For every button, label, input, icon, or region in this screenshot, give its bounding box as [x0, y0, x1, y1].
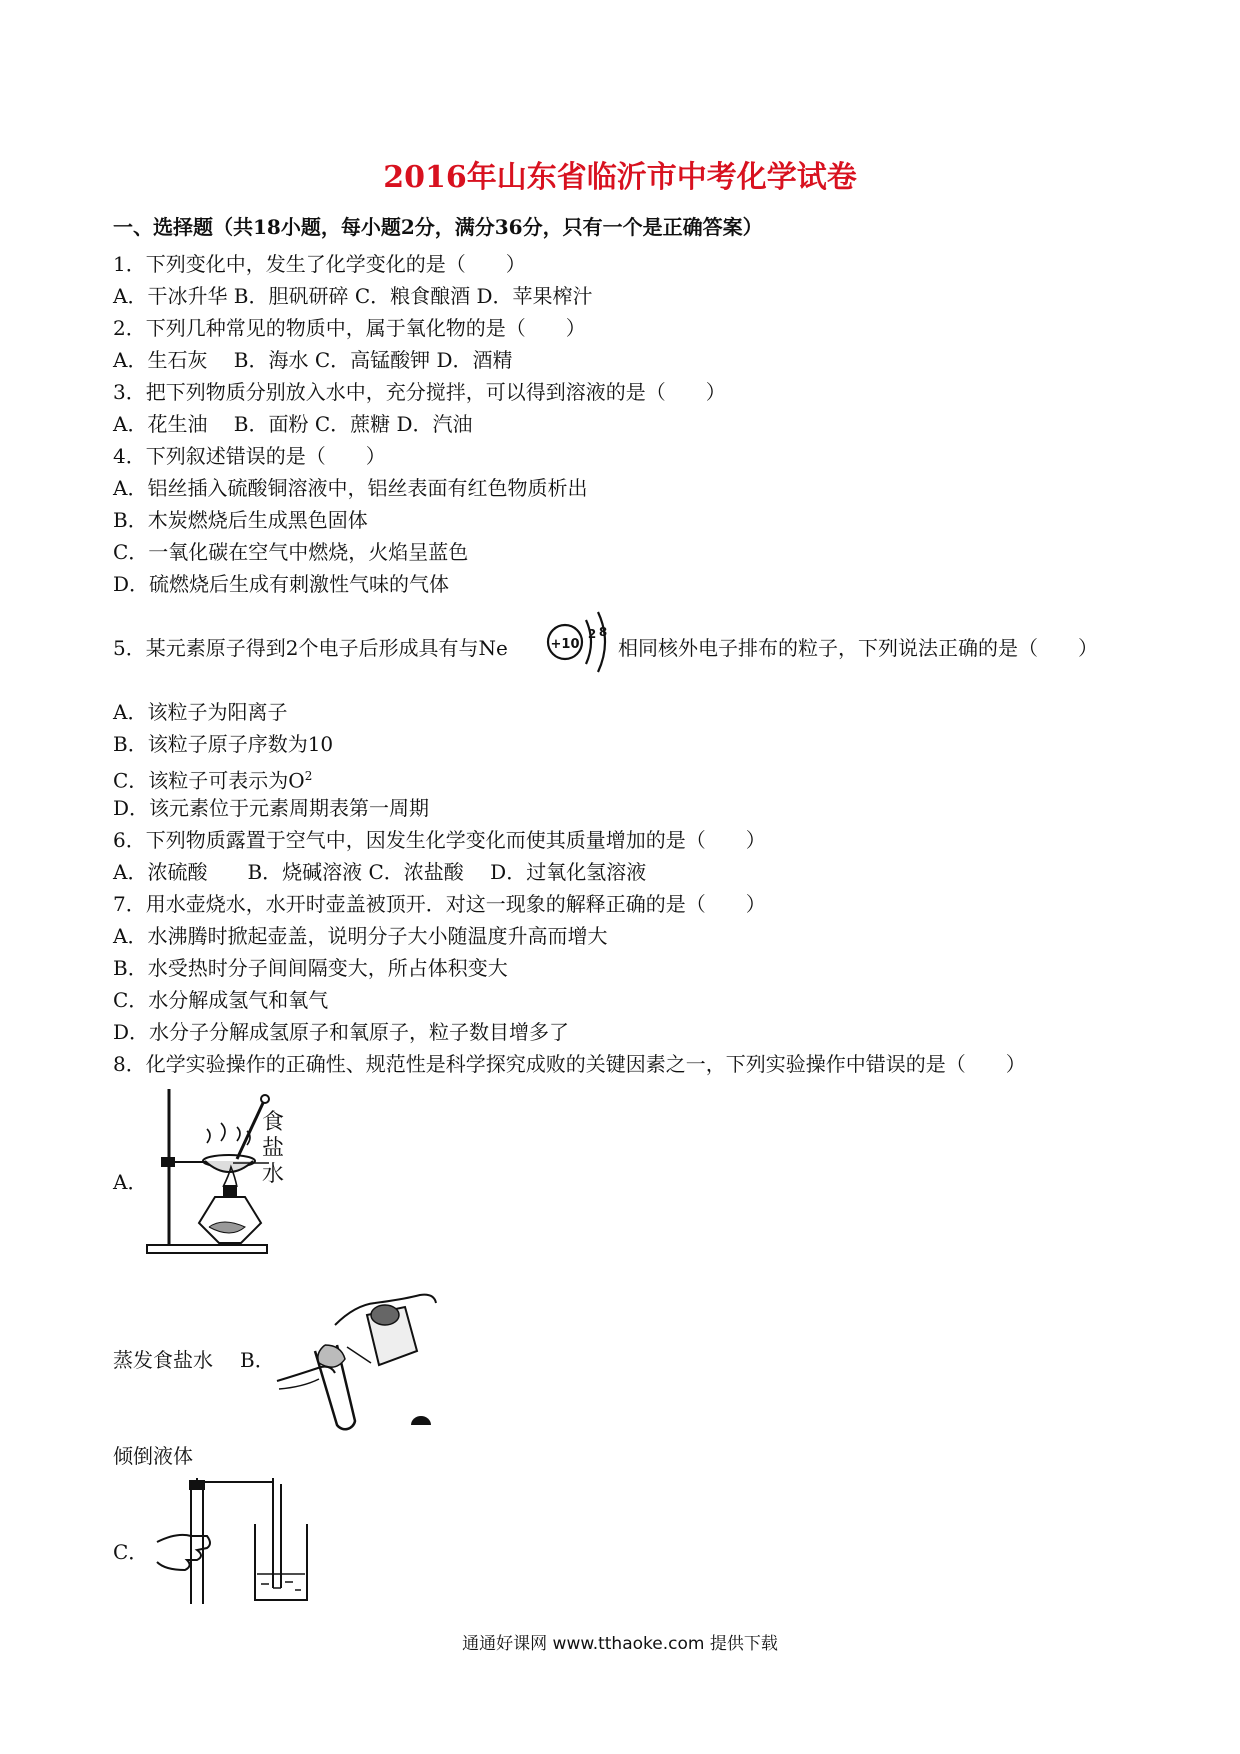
q8-option-b-label: B．: [240, 1348, 275, 1372]
q8-stem: 8．化学实验操作的正确性、规范性是科学探究成败的关键因素之一，下列实验操作中错误的是（ ）: [113, 1052, 1026, 1076]
q2-options: A．生石灰 B．海水 C．高锰酸钾 D．酒精: [113, 348, 513, 372]
salt-water-label-3: 水: [262, 1162, 285, 1187]
q1-stem: 1．下列变化中，发生了化学变化的是（ ）: [113, 252, 526, 276]
q6-stem: 6．下列物质露置于空气中，因发生化学变化而使其质量增加的是（ ）: [113, 828, 766, 852]
neon-structure-diagram: [540, 608, 618, 676]
q5-option-d: D．该元素位于元素周期表第一周期: [113, 796, 430, 820]
q5-option-a: A．该粒子为阳离子: [113, 700, 288, 724]
salt-water-label-2: 盐: [262, 1136, 285, 1161]
q5-stem-suffix: 相同核外电子排布的粒子，下列说法正确的是（ ）: [618, 636, 1098, 660]
airtightness-check-figure: [145, 1478, 315, 1608]
q2-stem: 2．下列几种常见的物质中，属于氧化物的是（ ）: [113, 316, 586, 340]
nucleus-label: +10: [550, 637, 580, 652]
q8-option-c-label: C．: [113, 1540, 149, 1564]
shell1-label: 2: [587, 627, 597, 641]
shell2-label: 8: [598, 625, 608, 639]
q7-option-c: C．水分解成氢气和氧气: [113, 988, 329, 1012]
q4-option-d: D．硫燃烧后生成有刺激性气味的气体: [113, 572, 450, 596]
page-footer: 通通好课网 www.tthaoke.com 提供下载: [462, 1634, 778, 1654]
q4-option-a: A．铝丝插入硫酸铜溶液中，铝丝表面有红色物质析出: [113, 476, 588, 500]
q4-option-c: C．一氧化碳在空气中燃烧，火焰呈蓝色: [113, 540, 469, 564]
section-heading: 一、选择题（共18小题，每小题2分，满分36分，只有一个是正确答案）: [113, 215, 763, 239]
q5-stem-prefix: 5．某元素原子得到2个电子后形成具有与Ne: [113, 636, 508, 660]
q7-option-a: A．水沸腾时掀起壶盖，说明分子大小随温度升高而增大: [113, 924, 608, 948]
q6-options: A．浓硫酸 B．烧碱溶液 C．浓盐酸 D．过氧化氢溶液: [113, 860, 647, 884]
q1-options: A．干冰升华 B．胆矾研碎 C．粮食酿酒 D．苹果榨汁: [113, 284, 593, 308]
q4-stem: 4．下列叙述错误的是（ ）: [113, 444, 386, 468]
q8-option-a-label: A．: [113, 1170, 148, 1194]
q4-option-b: B．木炭燃烧后生成黑色固体: [113, 508, 368, 532]
pouring-liquid-figure: [275, 1285, 440, 1440]
q8-option-b-caption: 倾倒液体: [113, 1444, 193, 1468]
q5-option-b: B．该粒子原子序数为10: [113, 732, 334, 756]
q3-options: A．花生油 B．面粉 C．蔗糖 D．汽油: [113, 412, 473, 436]
q8-option-a-caption: 蒸发食盐水: [113, 1348, 213, 1372]
q7-option-d: D．水分子分解成氢原子和氧原子，粒子数目增多了: [113, 1020, 570, 1044]
q7-stem: 7．用水壶烧水，水开时壶盖被顶开．对这一现象的解释正确的是（ ）: [113, 892, 766, 916]
q3-stem: 3．把下列物质分别放入水中，充分搅拌，可以得到溶液的是（ ）: [113, 380, 726, 404]
q5-option-c: C．该粒子可表示为$O^2$: [113, 768, 313, 793]
salt-water-label-1: 食: [262, 1110, 285, 1135]
exam-title: 2016年山东省临沂市中考化学试卷: [383, 160, 857, 195]
q7-option-b: B．水受热时分子间间隔变大，所占体积变大: [113, 956, 508, 980]
